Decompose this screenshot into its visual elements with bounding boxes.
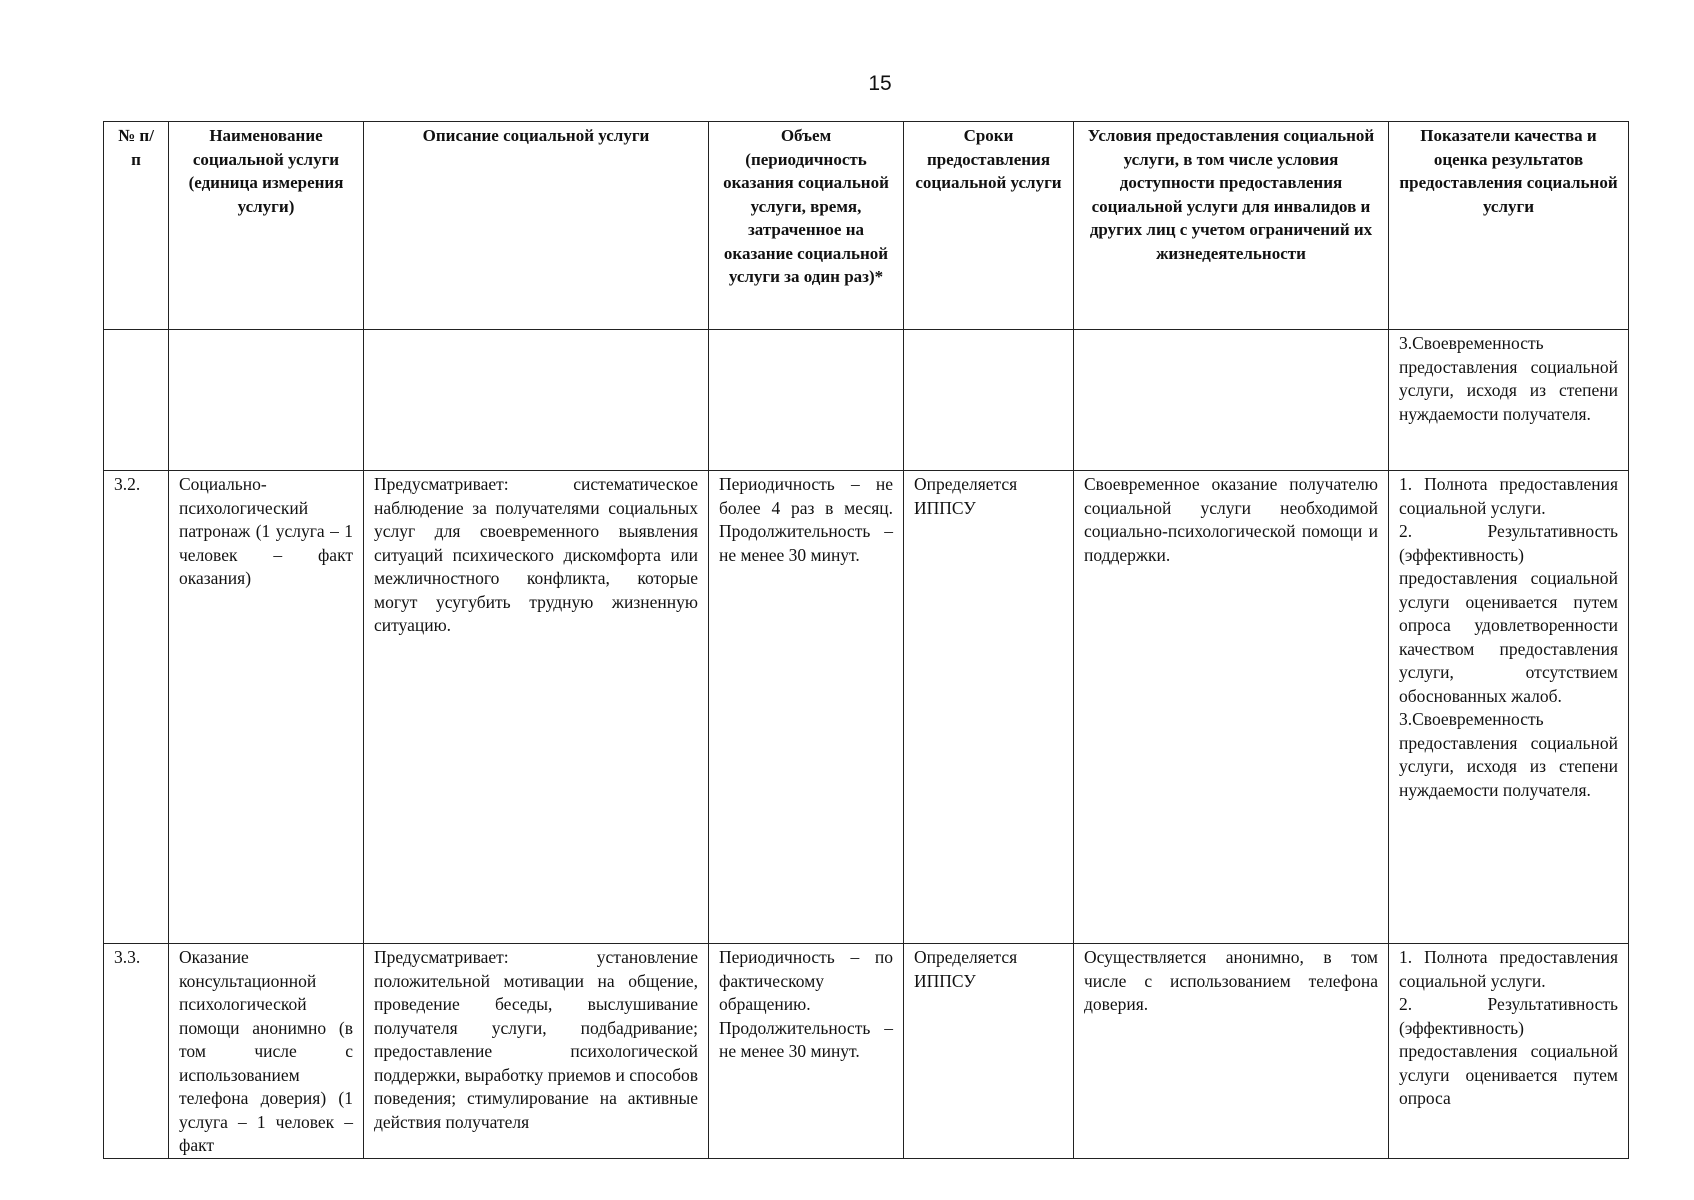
cell-term: Определяется ИППСУ — [904, 471, 1074, 944]
cell-volume — [709, 330, 904, 471]
cell-service-name: Социально-психологический патронаж (1 услуга – 1 человек – факт оказания) — [169, 471, 364, 944]
cell-number: 3.2. — [104, 471, 169, 944]
page-number: 15 — [868, 72, 892, 95]
table-row — [104, 471, 1629, 944]
header-conditions: Условия предоставления социальной услуги, в том числе условия доступности предоставления социальной услуги для инвалидов и других лиц с учетом ограничений их жизнедеятельности — [1074, 122, 1389, 330]
services-table — [103, 121, 1629, 1159]
header-number: № п/п — [104, 122, 169, 330]
cell-volume: Периодичность – не более 4 раз в месяц. Продолжительность – не менее 30 минут. — [709, 471, 904, 944]
cell-conditions — [1074, 330, 1389, 471]
cell-conditions: Осуществляется анонимно, в том числе с использованием телефона доверия. — [1074, 944, 1389, 1159]
table-row — [104, 944, 1629, 1159]
table-header-row — [104, 122, 1629, 330]
cell-number: 3.3. — [104, 944, 169, 1159]
table-row — [104, 330, 1629, 471]
cell-volume: Периодичность – по фактическому обращению. Продолжительность – не менее 30 минут. — [709, 944, 904, 1159]
header-description: Описание социальной услуги — [364, 122, 709, 330]
cell-quality: 1. Полнота предоставления социальной услуги. 2. Результативность (эффективность) предоставления социальной услуги оценивается путем опроса — [1389, 944, 1629, 1159]
cell-conditions: Своевременное оказание получателю социальной услуги необходимой социально-психологической помощи и поддержки. — [1074, 471, 1389, 944]
cell-description: Предусматривает: систематическое наблюдение за получателями социальных услуг для своевременного выявления ситуаций психического дискомфорта или межличностного конфликта, которые могут усугубить трудную жизненную ситуацию. — [364, 471, 709, 944]
header-service-name: Наименование социальной услуги (единица измерения услуги) — [169, 122, 364, 330]
header-quality: Показатели качества и оценка результатов предоставления социальной услуги — [1389, 122, 1629, 330]
header-term: Сроки предоставления социальной услуги — [904, 122, 1074, 330]
cell-service-name — [169, 330, 364, 471]
cell-number — [104, 330, 169, 471]
cell-term: Определяется ИППСУ — [904, 944, 1074, 1159]
header-volume: Объем (периодичность оказания социальной услуги, время, затраченное на оказание социальной услуги за один раз)* — [709, 122, 904, 330]
cell-service-name: Оказание консультационной психологической помощи анонимно (в том числе с использованием телефона доверия) (1 услуга – 1 человек – факт — [169, 944, 364, 1159]
cell-description: Предусматривает: установление положительной мотивации на общение, проведение беседы, выслушивание получателя услуги, подбадривание; предоставление психологической поддержки, выработку приемов и способов поведения; стимулирование на активные действия получателя — [364, 944, 709, 1159]
cell-quality: 1. Полнота предоставления социальной услуги. 2. Результативность (эффективность) предоставления социальной услуги оценивается путем опроса удовлетворенности качеством предоставления услуги, отсутствием обоснованных жалоб. 3.Своевременность предоставления социальной услуги, исходя из степени нуждаемости получателя. — [1389, 471, 1629, 944]
cell-description — [364, 330, 709, 471]
cell-quality: 3.Своевременность предоставления социальной услуги, исходя из степени нуждаемости получателя. — [1389, 330, 1629, 471]
cell-term — [904, 330, 1074, 471]
